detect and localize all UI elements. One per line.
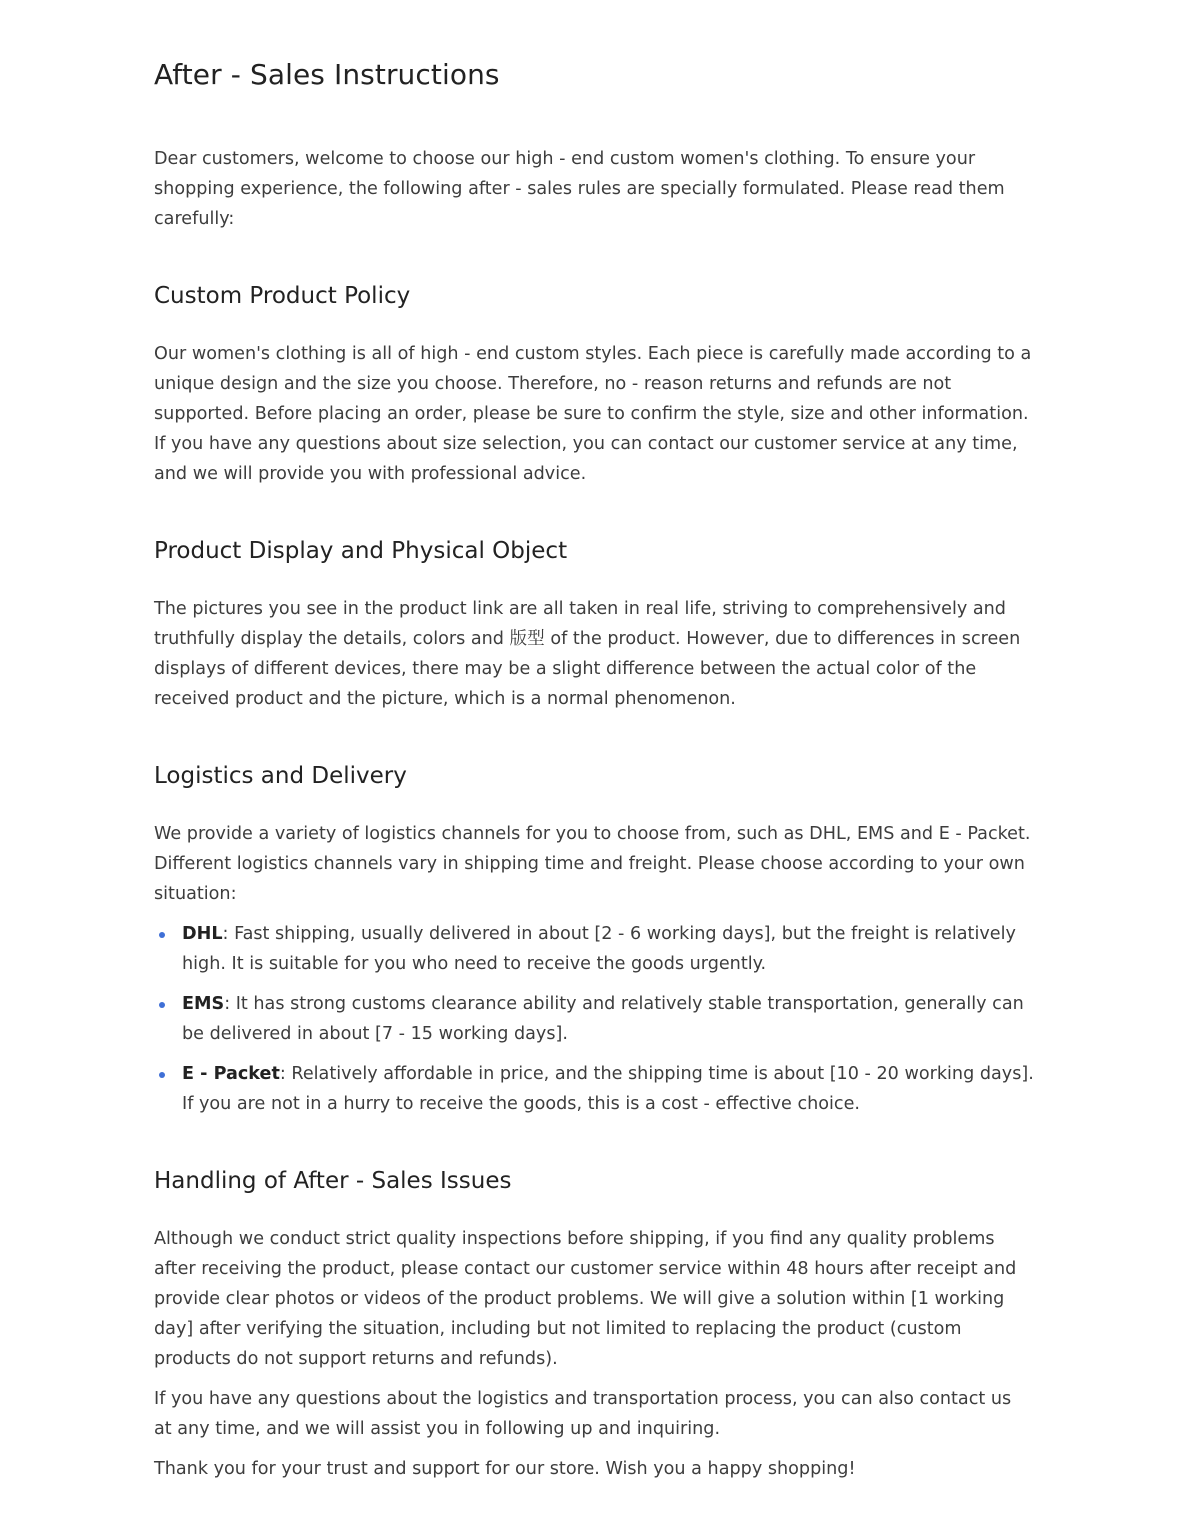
list-item [154,1059,1034,1119]
display-body [154,594,1034,714]
custom-policy-section [154,283,1034,309]
list-item-name: E - Packet [182,1064,280,1084]
display-section [154,538,1034,564]
logistics-list [154,919,1034,1119]
issues-section [154,1168,1034,1194]
list-item-text: : It has strong customs clearance ability and relatively stable transportation, generally can be delivered in about [7 - 15 working days]. [182,994,1024,1044]
logistics-heading: Logistics and Delivery [154,763,407,789]
custom-policy-heading: Custom Product Policy [154,283,411,309]
page-title: After - Sales Instructions [154,58,500,91]
bullet-icon [159,1072,165,1078]
list-item-name: DHL [182,924,223,944]
display-heading: Product Display and Physical Object [154,538,568,564]
logistics-section [154,763,1034,789]
bullet-icon [159,1002,165,1008]
custom-policy-paragraph: Our women's clothing is all of high - end custom styles. Each piece is carefully made according to a unique design and the size you choose. Therefore, no - reason returns and refunds are not supported. Before placing an order, please be sure to confirm the style, size and other information. If you have any questions about size selection, you can contact our customer service at any time, and we will provide you with professional advice. [154,344,1032,484]
list-item-name: EMS [182,994,225,1014]
intro-paragraph: Dear customers, welcome to choose our high - end custom women's clothing. To ensure your shopping experience, the following after - sales rules are specially formulated. Please read them carefully: [154,149,1005,229]
closing-paragraph: Thank you for your trust and support for our store. Wish you a happy shopping! [154,1459,856,1479]
intro-section [154,144,1034,234]
display-paragraph: The pictures you see in the product link are all taken in real life, striving to comprehensively and truthfully display the details, colors and 版型 of the product. However, due to differences in screen displays of different devices, there may be a slight difference between the actual color of the received product and the picture, which is a normal phenomenon. [154,599,1021,709]
list-item-text: : Fast shipping, usually delivered in about [2 - 6 working days], but the freight is relatively high. It is suitable for you who need to receive the goods urgently. [182,924,1016,974]
bullet-icon [159,932,165,938]
logistics-body [154,819,1034,1129]
logistics-contact-paragraph: If you have any questions about the logistics and transportation process, you can also contact us at any time, and we will assist you in following up and inquiring. [154,1389,1012,1439]
issues-body [154,1224,1034,1484]
list-item [154,989,1034,1049]
list-item [154,919,1034,979]
logistics-paragraph: We provide a variety of logistics channels for you to choose from, such as DHL, EMS and E - Packet. Different logistics channels vary in shipping time and freight. Please choose according to your own situation: [154,824,1031,904]
list-item-text: : Relatively affordable in price, and the shipping time is about [10 - 20 working days]. If you are not in a hurry to receive the goods, this is a cost - effective choice. [182,1064,1034,1114]
issues-heading: Handling of After - Sales Issues [154,1168,512,1194]
custom-policy-body [154,339,1034,489]
issues-paragraph: Although we conduct strict quality inspections before shipping, if you find any quality problems after receiving the product, please contact our customer service within 48 hours after receipt and provide clear photos or videos of the product problems. We will give a solution within [1 working day] after verifying the situation, including but not limited to replacing the product (custom products do not support returns and refunds). [154,1229,1017,1369]
